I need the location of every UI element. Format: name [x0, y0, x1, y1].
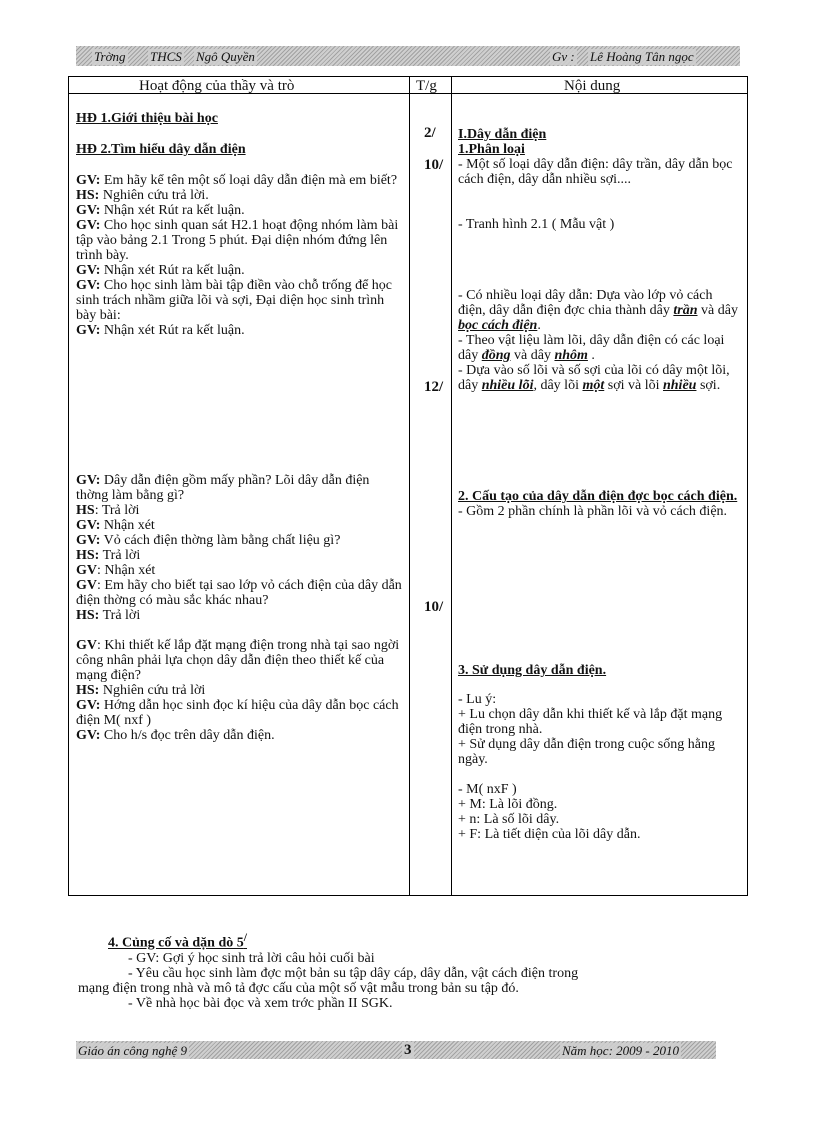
activity-heading: HĐ 2.Tìm hiểu dây dẫn điện [76, 142, 246, 157]
role-label: GV: [76, 518, 101, 533]
activity-heading: HĐ 1.Giới thiệu bài học [76, 111, 218, 126]
time-value: 10/ [424, 157, 444, 173]
role-label: HS [76, 503, 95, 518]
content-text: - Lu ý: [458, 692, 497, 707]
activity-text: : Khi thiết kế lắp đặt mạng điện trong nhà tại sao ngời công nhân phải lựa chọn dây dẫn điện theo thiết kế của mạng điện? [76, 638, 400, 683]
content-text: + F: Là tiết diện của lõi dây dẫn. [458, 827, 641, 842]
lesson-table [68, 76, 748, 896]
role-label: HS: [76, 608, 100, 623]
content-text: + Lu chọn dây dẫn khi thiết kế và lắp đặt mạng điện trong nhà. [458, 707, 723, 737]
content-text: + Sử dụng dây dẫn điện trong cuộc sống hằng ngày. [458, 737, 715, 767]
role-label: GV: [76, 278, 101, 293]
content-heading: I.Dây dẫn điện [458, 127, 547, 142]
role-label: GV: [76, 698, 101, 713]
role-label: GV [76, 578, 97, 593]
teacher-name: Lê Hoàng Tân ngọc [590, 49, 694, 64]
filled-blank: nhiều [662, 378, 697, 393]
minute-mark: / [243, 931, 248, 944]
content-text: - Dựa vào số lõi và số sợi của lõi có dây một lõi, dây nhiều lõi, dây lõi một sợi và lõi nhiều sợi. [458, 363, 730, 393]
section-line: - Yêu cầu học sinh làm đợc một bản su tập dây cáp, dây dẫn, vật cách điện trong [128, 965, 579, 981]
activity-text: Vỏ cách điện thờng làm bằng chất liệu gì? [100, 533, 341, 548]
activity-text: Hớng dẫn học sinh đọc kí hiệu của dây dẫn bọc cách điện M( nxf ) [76, 698, 399, 728]
col-header-time: T/g [416, 78, 437, 94]
activity-block-2 [76, 473, 402, 743]
section-line: - Về nhà học bài đọc và xem trớc phần II SGK. [128, 995, 393, 1011]
content-text: + n: Là số lõi dây. [458, 812, 560, 827]
role-label: GV: [76, 263, 101, 278]
role-label: GV: [76, 323, 101, 338]
filled-blank: trần [673, 303, 698, 318]
filled-blank: một [582, 378, 605, 393]
time-value: 2/ [424, 125, 436, 141]
content-text: - Một số loại dây dẫn điện: dây trần, dây dẫn bọc cách điện, dây dẫn nhiều sợi.... [458, 157, 733, 187]
col-header-activity: Hoạt động của thầy và trò [139, 78, 295, 94]
content-text: - M( nxF ) [458, 782, 517, 797]
content-heading: 2. Cấu tạo của dây dẫn điện đợc bọc cách điện. [458, 489, 738, 504]
role-label: HS: [76, 188, 100, 203]
activity-text: : Nhận xét [97, 563, 156, 578]
activity-text: Cho học sinh làm bài tập điền vào chỗ trống để học sinh trách nhầm giữa lõi và sợi, Đại diện học sinh trình bày bài: [76, 278, 392, 323]
review-section [78, 930, 738, 1011]
filled-blank: nhiều lõi [481, 378, 534, 393]
footer-school-year: Năm học: 2009 - 2010 [562, 1043, 679, 1058]
content-block-3 [458, 663, 740, 842]
role-label: GV: [76, 473, 101, 488]
role-label: GV: [76, 533, 101, 548]
footer-course: Giáo án công nghệ 9 [78, 1043, 188, 1058]
page-footer [76, 1041, 716, 1059]
role-label: GV: [76, 728, 101, 743]
time-value: 10/ [424, 599, 444, 615]
activity-text: : Em hãy cho biết tại sao lớp vỏ cách điện của dây dẫn điện thờng có màu sắc khác nhau? [76, 578, 402, 608]
filled-blank: bọc cách điện [458, 318, 538, 333]
activity-text: Em hãy kể tên một số loại dây dẫn điện mà em biết? [100, 173, 398, 188]
content-text: - Tranh hình 2.1 ( Mẫu vật ) [458, 217, 615, 232]
school-label: Trờng [94, 49, 126, 64]
role-label: GV [76, 563, 97, 578]
teacher-label: Gv : [552, 49, 575, 64]
content-heading: 3. Sử dụng dây dẫn điện. [458, 663, 607, 678]
content-block-2 [458, 489, 740, 519]
school-type: THCS [150, 49, 182, 64]
column-divider [451, 77, 452, 895]
column-divider [409, 77, 410, 895]
activity-text: : Trả lời [94, 503, 140, 518]
page-header [76, 46, 740, 66]
activity-text: Cho h/s đọc trên dây dẫn điện. [100, 728, 275, 743]
activity-text: Nhận xét Rút ra kết luận. [100, 203, 245, 218]
activity-text: Nhận xét [100, 518, 155, 533]
activity-text: Dây dẫn điện gồm mấy phần? Lõi dây dẫn điện thờng làm bằng gì? [76, 473, 370, 503]
role-label: GV: [76, 203, 101, 218]
activity-text: Nghiên cứu trả lời. [99, 188, 209, 203]
activity-block-1 [76, 111, 402, 338]
activity-text: Trả lời [99, 608, 141, 623]
role-label: GV: [76, 173, 101, 188]
content-subheading: 1.Phân loại [458, 142, 525, 157]
filled-blank: đồng [481, 348, 511, 363]
activity-text: Cho học sinh quan sát H2.1 hoạt động nhóm làm bài tập vào bảng 2.1 Trong 5 phút. Đại diện nhóm đứng lên trình bày. [76, 218, 399, 263]
role-label: GV: [76, 218, 101, 233]
activity-text: Nhận xét Rút ra kết luận. [100, 263, 245, 278]
content-text: + M: Là lõi đồng. [458, 797, 558, 812]
section-heading: 4. Củng cố và dặn dò 5/ [108, 931, 248, 951]
role-label: HS: [76, 683, 100, 698]
filled-blank: nhôm [554, 348, 588, 363]
role-label: HS: [76, 548, 100, 563]
activity-text: Nghiên cứu trả lời [99, 683, 206, 698]
content-block-1 [458, 127, 740, 393]
role-label: GV [76, 638, 97, 653]
content-text: - Có nhiều loại dây dẫn: Dựa vào lớp vỏ cách điện, dây dẫn điện đợc chia thành dây trần và dây bọc cách điện. [458, 288, 738, 333]
school-name: Ngô Quyền [196, 49, 255, 64]
section-line: mạng điện trong nhà và mô tả đợc cấu của một số vật mẫu trong bản su tập đó. [78, 980, 519, 996]
content-text: - Gồm 2 phần chính là phần lõi và vỏ cách điện. [458, 504, 728, 519]
activity-text: Nhận xét Rút ra kết luận. [100, 323, 245, 338]
time-value: 12/ [424, 379, 444, 395]
page-number: 3 [404, 1042, 412, 1058]
section-line: - GV: Gợi ý học sinh trả lời câu hỏi cuối bài [128, 950, 375, 966]
content-text: - Theo vật liệu làm lõi, dây dẫn điện có các loại dây đồng và dây nhôm . [458, 333, 725, 363]
activity-text: Trả lời [99, 548, 141, 563]
col-header-content: Nội dung [564, 78, 621, 94]
